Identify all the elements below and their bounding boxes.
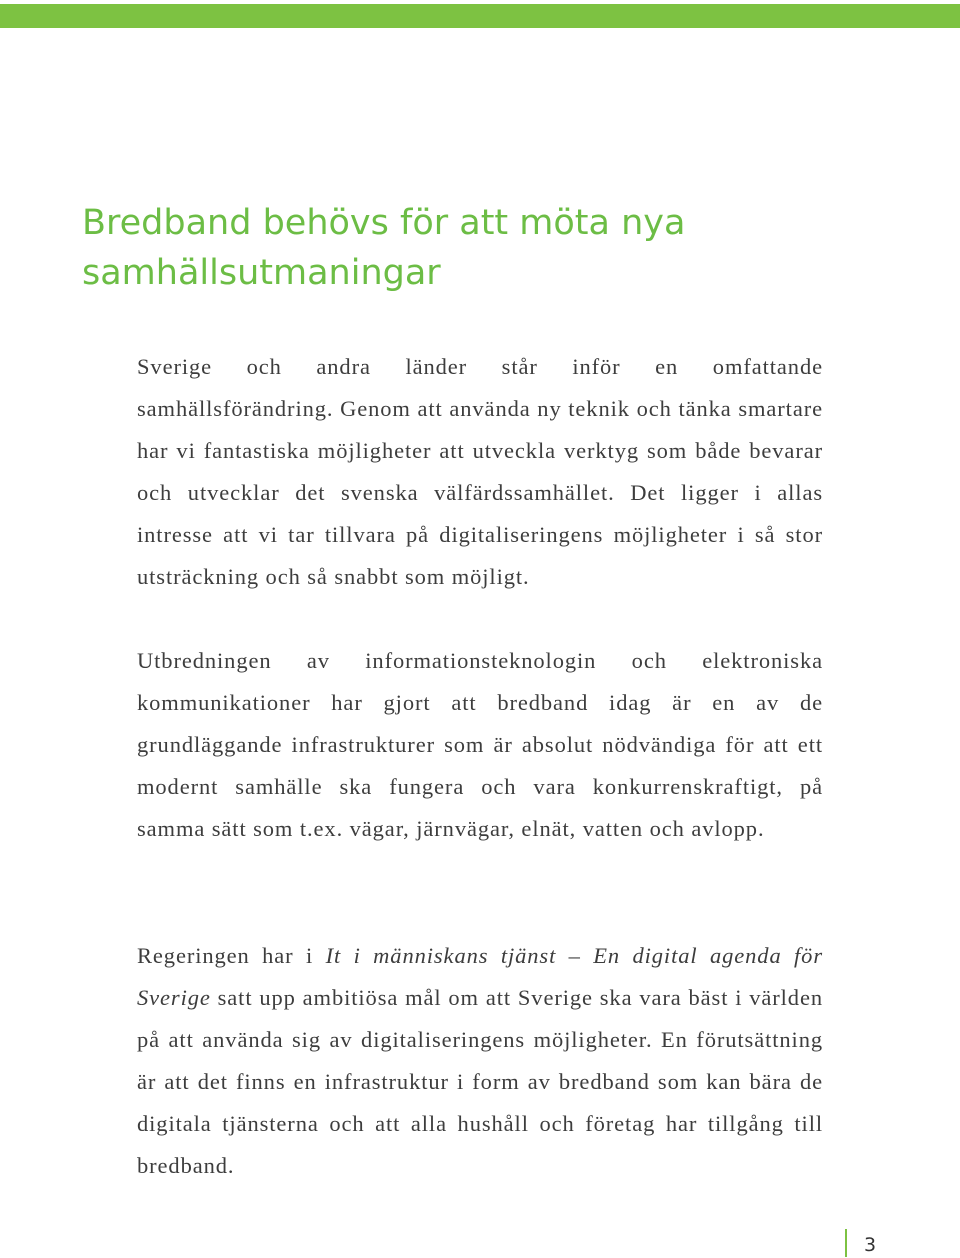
agenda-title: It i människans tjänst – En digital agenda för Sverige: [137, 943, 823, 1010]
top-accent-bar: [0, 4, 960, 28]
page-heading: Bredband behövs för att möta nya samhällsutmaningar: [82, 203, 686, 293]
paragraph-3-intro: Regeringen har i: [137, 943, 326, 968]
page-number-rule: [845, 1229, 847, 1257]
paragraph-3-body: satt upp ambitiösa mål om att Sverige ska vara bäst i världen på att använda sig av digitaliseringens möjligheter. En förutsättning är att det finns en infrastruktur i form av bredband som kan bära de digitala tjänsterna och att alla hushåll och företag har tillgång till bredband.: [137, 985, 823, 1178]
paragraph-1: Sverige och andra länder står inför en omfattande samhällsförändring. Genom att använda ny teknik och tänka smartare har vi fantastiska möjligheter att utveckla verktyg som både bevarar och utvecklar det svenska välfärdssamhället. Det ligger i allas intresse att vi tar tillvara på digitaliseringens möjligheter i så stor utsträckning och så snabbt som möjligt.: [137, 354, 823, 589]
paragraph-2: Utbredningen av informationsteknologin och elektroniska kommunikationer har gjort att bredband idag är en av de grundläggande infrastrukturer som är absolut nödvändiga för att ett modernt samhälle ska fungera och vara konkurrenskraftigt, på samma sätt som t.ex. vägar, järnvägar, elnät, vatten och avlopp.: [137, 648, 823, 841]
paragraph-3: [137, 935, 823, 1187]
page-number: 3: [864, 1234, 877, 1256]
